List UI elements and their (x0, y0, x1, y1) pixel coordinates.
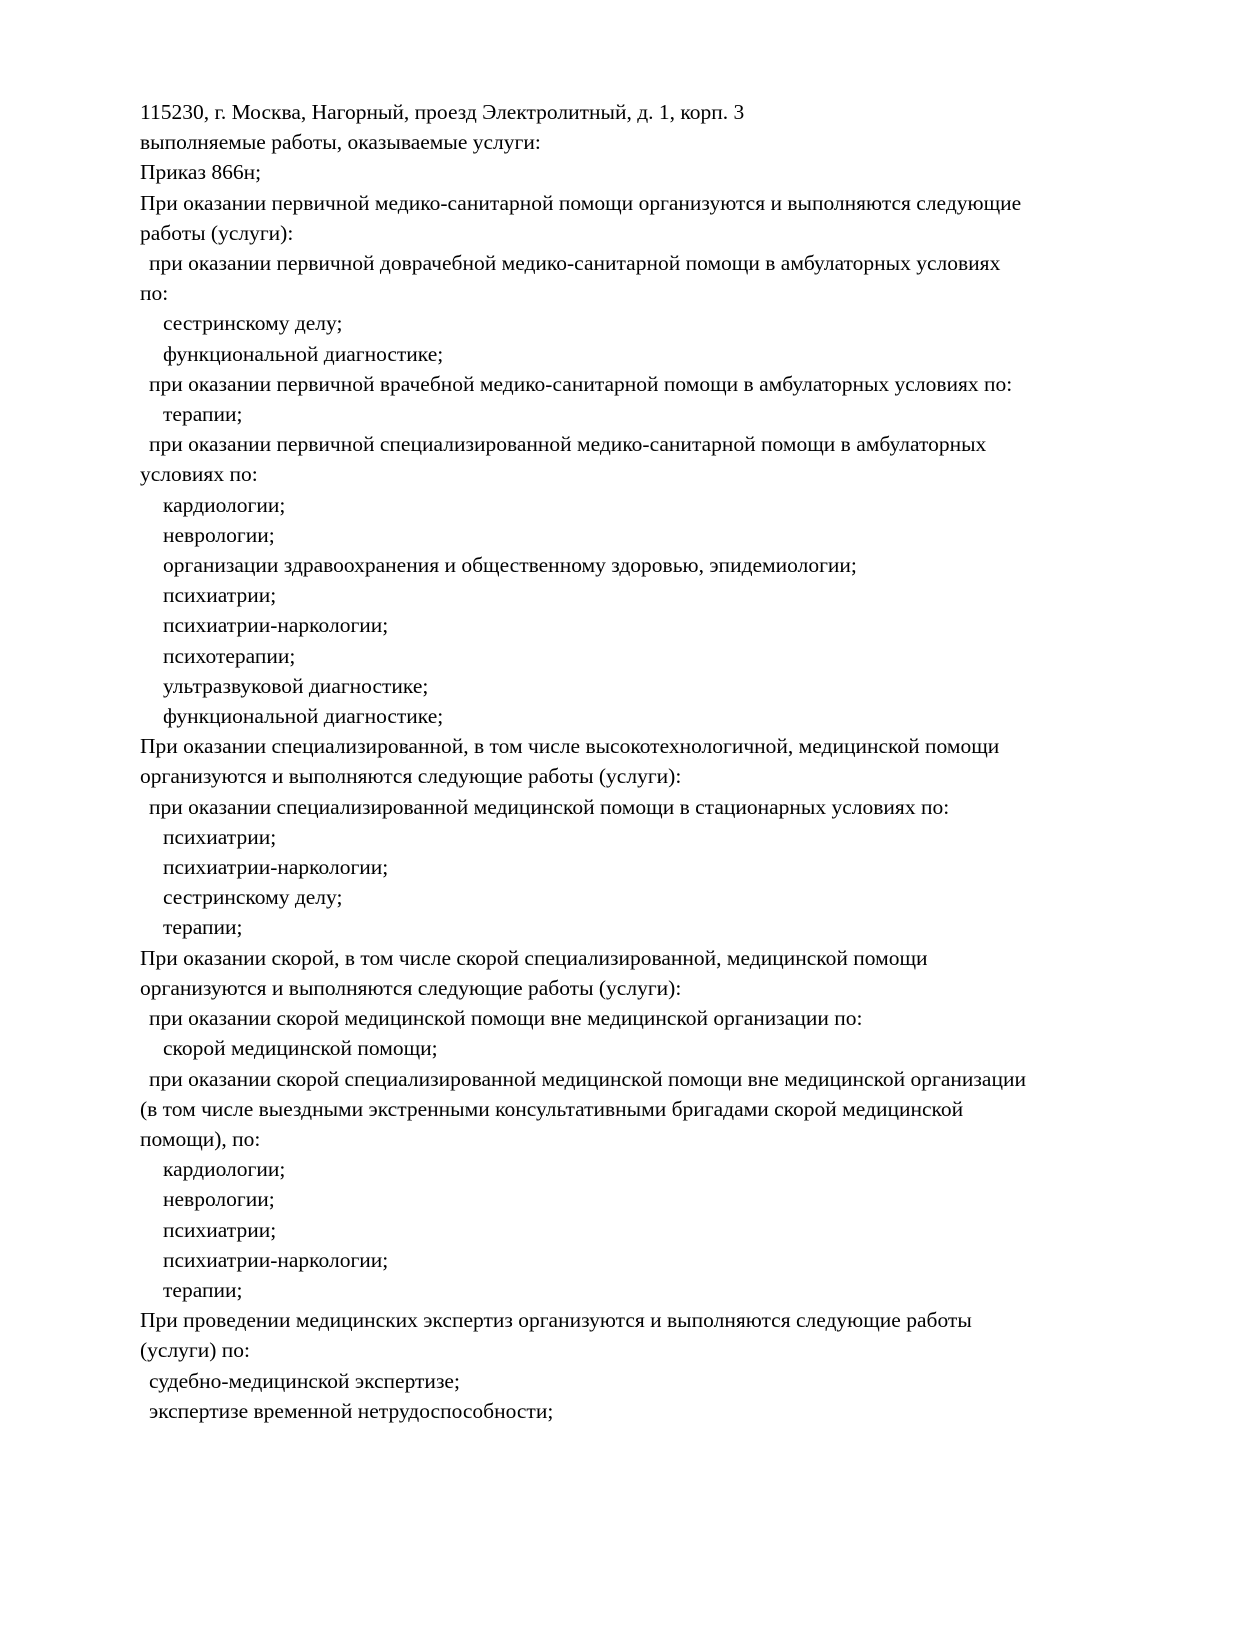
text-line: (в том числе выездными экстренными консультативными бригадами скорой медицинской (140, 1096, 964, 1121)
text-line: Приказ 866н; (140, 160, 262, 185)
text-line: (услуги) по: (140, 1338, 251, 1363)
text-line: при оказании специализированной медицинской помощи в стационарных условиях по: (149, 794, 950, 819)
text-line: организуются и выполняются следующие работы (услуги): (140, 764, 682, 789)
text-line: экспертизе временной нетрудоспособности; (149, 1398, 554, 1423)
text-line: функциональной диагностике; (163, 704, 444, 729)
text-line: психиатрии-наркологии; (163, 613, 389, 638)
text-line: терапии; (163, 1277, 243, 1302)
text-line: терапии; (163, 915, 243, 940)
text-line: при оказании скорой медицинской помощи вне медицинской организации по: (149, 1006, 863, 1031)
text-line: неврологии; (163, 522, 275, 547)
text-line: ультразвуковой диагностике; (163, 673, 429, 698)
text-line: при оказании первичной специализированной медико-санитарной помощи в амбулаторных (149, 432, 987, 457)
text-line-address: 115230, г. Москва, Нагорный, проезд Электролитный, д. 1, корп. 3 (140, 100, 745, 124)
text-line: При оказании специализированной, в том числе высокотехнологичной, медицинской помощи (140, 734, 1000, 759)
text-line: выполняемые работы, оказываемые услуги: (140, 130, 541, 155)
text-line: психиатрии; (163, 583, 277, 608)
text-line: по: (140, 281, 169, 306)
text-line: судебно-медицинской экспертизе; (149, 1368, 460, 1393)
text-line: организуются и выполняются следующие работы (услуги): (140, 975, 682, 1000)
text-line: При оказании скорой, в том числе скорой специализированной, медицинской помощи (140, 945, 928, 970)
text-line: При проведении медицинских экспертиз организуются и выполняются следующие работы (140, 1308, 972, 1333)
text-line: психотерапии; (163, 643, 296, 668)
text-line: сестринскому делу; (163, 885, 343, 910)
license-works-text-block (140, 97, 1150, 1426)
text-line: организации здравоохранения и общественному здоровью, эпидемиологии; (163, 553, 857, 578)
text-line: помощи), по: (140, 1126, 261, 1151)
text-line: неврологии; (163, 1187, 275, 1212)
text-line: скорой медицинской помощи; (163, 1036, 438, 1061)
text-line: психиатрии; (163, 1217, 277, 1242)
text-line: При оказании первичной медико-санитарной помощи организуются и выполняются следующие (140, 190, 1022, 215)
text-line: психиатрии; (163, 824, 277, 849)
text-line: терапии; (163, 402, 243, 427)
text-line: кардиологии; (163, 492, 286, 517)
text-line: условиях по: (140, 462, 258, 487)
text-line: кардиологии; (163, 1157, 286, 1182)
text-line: при оказании первичной врачебной медико-санитарной помощи в амбулаторных условиях по: (149, 371, 1013, 396)
text-line: сестринскому делу; (163, 311, 343, 336)
text-line: психиатрии-наркологии; (163, 855, 389, 880)
text-line: функциональной диагностике; (163, 341, 444, 366)
text-line: психиатрии-наркологии; (163, 1247, 389, 1272)
text-line: работы (услуги): (140, 220, 294, 245)
text-line: при оказании первичной доврачебной медико-санитарной помощи в амбулаторных условиях (149, 251, 1001, 276)
text-line: при оказании скорой специализированной медицинской помощи вне медицинской организации (149, 1066, 1026, 1091)
